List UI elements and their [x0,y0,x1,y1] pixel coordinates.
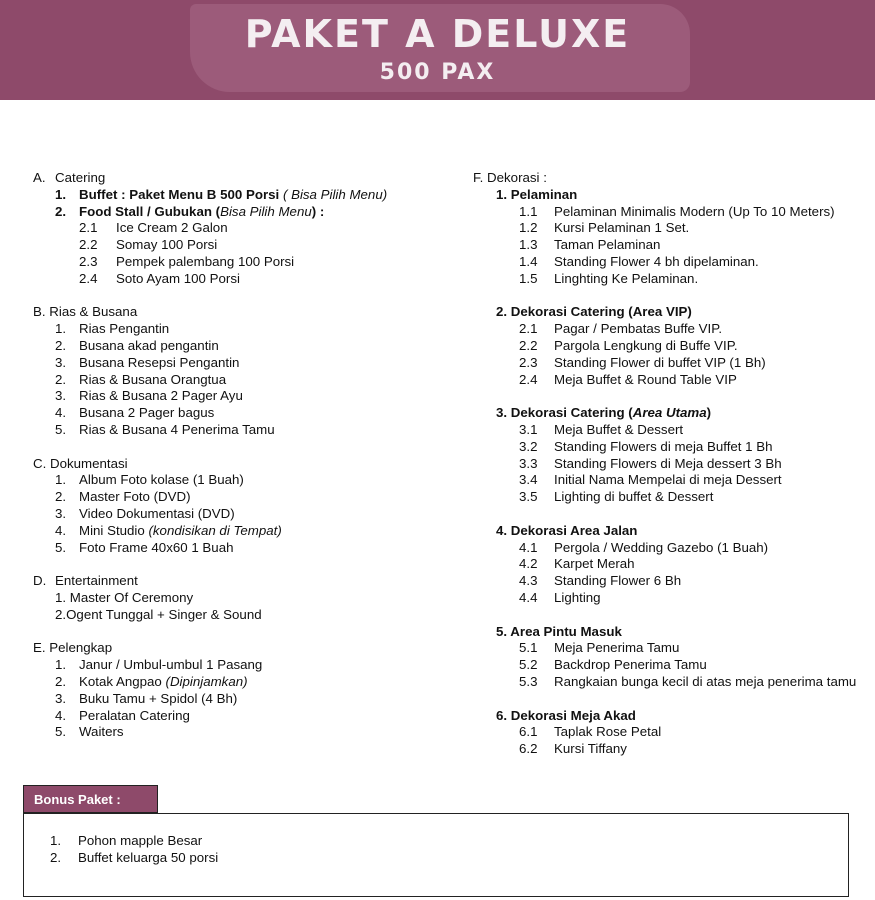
list-item: 2.Ogent Tunggal + Singer & Sound [55,606,262,622]
list-item: 1. Rias Pengantin [55,321,170,337]
list-item: 2.1 Pagar / Pembatas Buffe VIP. [519,321,723,337]
list-item: 3.5 Lighting di buffet & Dessert [519,489,714,505]
section-rias-heading: B. Rias & Busana [33,304,138,320]
section-dokumentasi-heading: C. Dokumentasi [33,455,128,471]
catering-item-1: 1. Buffet : Paket Menu B 500 Porsi ( Bisa Pilih Menu) [55,186,388,202]
list-item: 4. Busana 2 Pager bagus [55,405,215,421]
list-item: 2. Busana akad pengantin [55,337,219,353]
list-item: 3.3 Standing Flowers di Meja dessert 3 Bh [519,455,782,471]
list-item: 5. Waiters [55,724,124,740]
list-item: 2.3 Standing Flower di buffet VIP (1 Bh) [519,354,766,370]
list-item: 1.4 Standing Flower 4 bh dipelaminan. [519,253,759,269]
list-item: 6.2 Kursi Tiffany [519,741,627,757]
list-item: 3. Buku Tamu + Spidol (4 Bh) [55,690,238,706]
list-item: 2.3 Pempek palembang 100 Porsi [79,253,295,269]
list-item: 2.4 Soto Ayam 100 Porsi [79,270,240,286]
list-item: 3. Video Dokumentasi (DVD) [55,505,235,521]
header-banner [0,0,875,100]
list-item: 1.3 Taman Pelaminan [519,237,661,253]
dekorasi-group-title: 5. Area Pintu Masuk [496,623,622,639]
list-item: 1. Janur / Umbul-umbul 1 Pasang [55,657,263,673]
list-item: 5. Rias & Busana 4 Penerima Tamu [55,421,275,437]
list-item: 2.2 Pargola Lengkung di Buffe VIP. [519,337,738,353]
list-item: 4. Mini Studio (kondisikan di Tempat) [55,522,282,538]
right-column [473,170,873,758]
list-item: 1. Master Of Ceremony [55,589,194,605]
list-item: 2.1 Ice Cream 2 Galon [79,220,228,236]
list-item: 1.2 Kursi Pelaminan 1 Set. [519,220,690,236]
list-item: 2.4 Meja Buffet & Round Table VIP [519,371,737,387]
list-item: 5. Foto Frame 40x60 1 Buah [55,539,234,555]
section-dekorasi-heading: F. Dekorasi : [473,170,547,185]
section-pelengkap-heading: E. Pelengkap [33,640,113,656]
list-item: 3. Rias & Busana 2 Pager Ayu [55,388,243,404]
list-item: 5.1 Meja Penerima Tamu [519,640,680,656]
dekorasi-group-title: 6. Dekorasi Meja Akad [496,707,636,723]
list-item: 5.3 Rangkaian bunga kecil di atas meja penerima tamu [519,673,857,689]
list-item: 3.1 Meja Buffet & Dessert [519,421,684,437]
dekorasi-group-title: 4. Dekorasi Area Jalan [496,522,638,538]
list-item: 4.4 Lighting [519,589,601,605]
page-title: PAKET A DELUXE [244,12,631,56]
list-item: 1. Pohon mapple Besar [50,833,203,848]
list-item: 1. Album Foto kolase (1 Buah) [55,472,244,488]
list-item: 4.2 Karpet Merah [519,556,635,572]
list-item: 2. Buffet keluarga 50 porsi [50,849,219,865]
list-item: 2.2 Somay 100 Porsi [79,237,218,253]
list-item: 2. Rias & Busana Orangtua [55,371,227,387]
list-item: 1.1 Pelaminan Minimalis Modern (Up To 10 Meters) [519,203,835,219]
list-item: 4. Peralatan Catering [55,707,190,723]
catering-item-2: 2. Food Stall / Gubukan (Bisa Pilih Menu) : [55,203,325,219]
list-item: 3.4 Initial Nama Mempelai di meja Dessert [519,472,782,488]
dekorasi-group-title: 1. Pelaminan [496,186,578,202]
list-item: 1.5 Linghting Ke Pelaminan. [519,270,699,286]
list-item: 2. Kotak Angpao (Dipinjamkan) [55,673,248,689]
dekorasi-group-title: 2. Dekorasi Catering (Area VIP) [496,304,692,320]
bonus-list [50,833,218,867]
left-column [33,170,463,741]
list-item: 5.2 Backdrop Penerima Tamu [519,657,707,673]
list-item: 6.1 Taplak Rose Petal [519,724,662,740]
list-item: 4.1 Pergola / Wedding Gazebo (1 Buah) [519,539,769,555]
list-item: 4.3 Standing Flower 6 Bh [519,573,682,589]
list-item: 2. Master Foto (DVD) [55,489,191,505]
dekorasi-group-title: 3. Dekorasi Catering (Area Utama) [496,405,712,421]
section-entertainment-heading: D. Entertainment [33,573,138,589]
section-catering-heading: A. Catering [33,170,106,185]
list-item: 3. Busana Resepsi Pengantin [55,354,240,370]
page-subtitle: 500 PAX [379,60,496,85]
list-item: 3.2 Standing Flowers di meja Buffet 1 Bh [519,438,773,454]
bonus-tab: Bonus Paket : [23,785,158,813]
